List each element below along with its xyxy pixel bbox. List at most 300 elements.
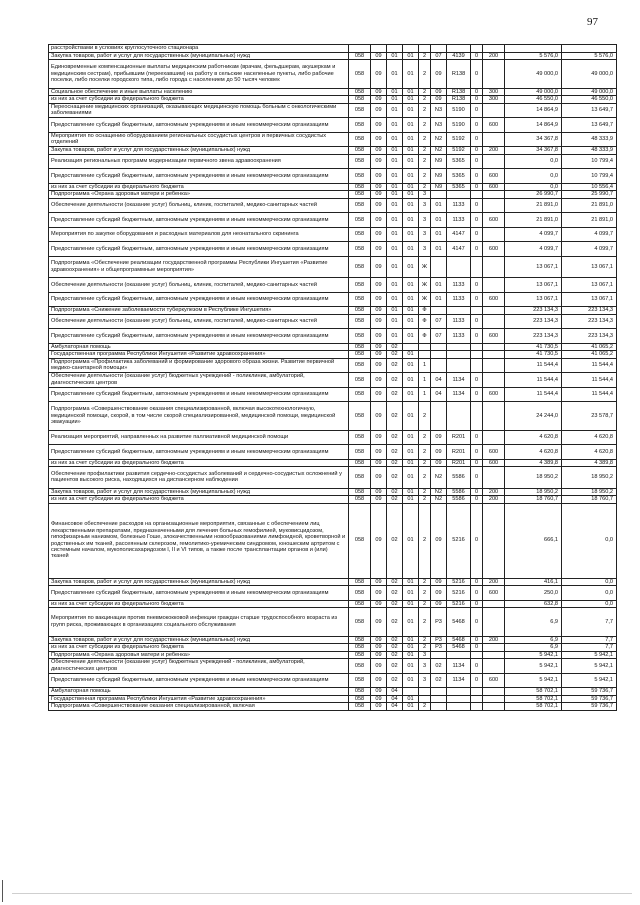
cell-p3: 09 — [431, 459, 447, 467]
cell-name: из них за счет субсидии из федерального бюджета — [49, 644, 349, 652]
cell-sum3: 11 544,4 — [562, 358, 617, 373]
cell-p3: N2 — [431, 496, 447, 504]
cell-p1: 01 — [403, 60, 419, 89]
cell-pr: 02 — [387, 459, 403, 467]
cell-cs: 1134 — [447, 659, 471, 674]
cell-pr: 01 — [387, 147, 403, 155]
cell-sum1 — [483, 343, 505, 351]
cell-vr: 0 — [471, 132, 483, 147]
cell-p1: 01 — [403, 445, 419, 460]
cell-sum1: 600 — [483, 387, 505, 402]
table-row — [49, 256, 617, 278]
cell-pr: 02 — [387, 651, 403, 659]
table-row — [49, 88, 617, 96]
cell-sum3: 13 649,7 — [562, 103, 617, 118]
cell-sum2: 13 067,1 — [505, 256, 562, 278]
cell-p3: 01 — [431, 213, 447, 228]
cell-sum1: 600 — [483, 118, 505, 133]
cell-sum2: 4 389,8 — [505, 459, 562, 467]
cell-p2 — [419, 45, 431, 53]
cell-vr: 0 — [471, 644, 483, 652]
cell-p2: 2 — [419, 578, 431, 586]
cell-sum1 — [483, 402, 505, 431]
cell-rz: 09 — [371, 586, 387, 601]
cell-rz: 09 — [371, 651, 387, 659]
cell-sum2: 223 134,3 — [505, 329, 562, 344]
cell-rz: 09 — [371, 688, 387, 696]
cell-p3: N2 — [431, 132, 447, 147]
table-row — [49, 329, 617, 344]
cell-sum1: 600 — [483, 292, 505, 307]
cell-name: расстройствами в условиях круглосуточного стационара — [49, 45, 349, 53]
cell-sum2: 26 990,7 — [505, 191, 562, 199]
cell-p2 — [419, 351, 431, 359]
cell-p3: 07 — [431, 52, 447, 60]
cell-pr: 02 — [387, 488, 403, 496]
cell-vr — [471, 358, 483, 373]
cell-rz: 09 — [371, 242, 387, 257]
cell-sum3: 223 134,3 — [562, 329, 617, 344]
cell-p3: P3 — [431, 636, 447, 644]
cell-sum1 — [483, 103, 505, 118]
cell-sum2: 18 760,7 — [505, 496, 562, 504]
cell-sum1: 200 — [483, 488, 505, 496]
cell-vr: 0 — [471, 636, 483, 644]
cell-name: Подпрограмма «Совершенствование оказания специализированной, включая высокотехнологичную, медицинской помощи, скорой, в том числе скорой специализированной, медицинской помощи, медицинской эвакуации» — [49, 402, 349, 431]
table-row — [49, 636, 617, 644]
cell-rz: 09 — [371, 147, 387, 155]
cell-ved: 058 — [349, 307, 371, 315]
cell-sum3: 7,7 — [562, 608, 617, 637]
cell-p2: Ф — [419, 329, 431, 344]
cell-sum3: 4 099,7 — [562, 242, 617, 257]
cell-name: Государственная программа Республики Ингушетия «Развитие здравоохранения» — [49, 695, 349, 703]
cell-sum3: 10 556,4 — [562, 183, 617, 191]
cell-rz: 09 — [371, 227, 387, 242]
cell-pr: 01 — [387, 118, 403, 133]
cell-cs: 5190 — [447, 103, 471, 118]
cell-cs: 5216 — [447, 578, 471, 586]
cell-p2: Ж — [419, 256, 431, 278]
cell-p2: 2 — [419, 52, 431, 60]
cell-sum2: 41 730,5 — [505, 351, 562, 359]
cell-p3: N3 — [431, 118, 447, 133]
cell-p1: 01 — [403, 191, 419, 199]
cell-vr: 0 — [471, 314, 483, 329]
cell-pr: 02 — [387, 358, 403, 373]
cell-sum3: 11 544,4 — [562, 373, 617, 388]
cell-sum1 — [483, 608, 505, 637]
cell-sum1: 200 — [483, 52, 505, 60]
cell-pr: 01 — [387, 242, 403, 257]
cell-sum3: 5 576,0 — [562, 52, 617, 60]
table-row — [49, 213, 617, 228]
cell-sum3: 21 891,0 — [562, 213, 617, 228]
cell-sum3: 18 950,2 — [562, 488, 617, 496]
cell-sum3: 21 891,0 — [562, 198, 617, 213]
cell-vr: 0 — [471, 213, 483, 228]
scan-margin-mark — [2, 880, 3, 902]
cell-vr: 0 — [471, 96, 483, 104]
cell-ved: 058 — [349, 96, 371, 104]
cell-p2: 2 — [419, 103, 431, 118]
cell-sum3: 13 067,1 — [562, 278, 617, 293]
cell-rz: 09 — [371, 600, 387, 608]
cell-p1 — [403, 688, 419, 696]
cell-p1: 01 — [403, 644, 419, 652]
cell-name: Реализация мероприятий, направленных на развитие паллиативной медицинской помощи — [49, 430, 349, 445]
cell-sum1 — [483, 644, 505, 652]
cell-rz: 09 — [371, 703, 387, 711]
cell-name: Обеспечение деятельности (оказание услуг) бюджетных учреждений - поликлиник, амбулаторий, диагностических центров — [49, 373, 349, 388]
cell-p3 — [431, 45, 447, 53]
cell-cs: 5192 — [447, 147, 471, 155]
cell-pr: 04 — [387, 688, 403, 696]
table-row — [49, 402, 617, 431]
cell-p3: 02 — [431, 673, 447, 688]
cell-cs: 5192 — [447, 132, 471, 147]
cell-ved: 058 — [349, 695, 371, 703]
cell-pr — [387, 45, 403, 53]
cell-p3: 09 — [431, 600, 447, 608]
cell-pr: 01 — [387, 60, 403, 89]
cell-sum2: 632,8 — [505, 600, 562, 608]
cell-ved: 058 — [349, 329, 371, 344]
cell-sum1 — [483, 358, 505, 373]
cell-vr: 0 — [471, 445, 483, 460]
cell-sum1 — [483, 688, 505, 696]
cell-p3: 01 — [431, 242, 447, 257]
cell-ved: 058 — [349, 183, 371, 191]
cell-p3: N9 — [431, 183, 447, 191]
cell-vr: 0 — [471, 88, 483, 96]
cell-pr: 02 — [387, 430, 403, 445]
cell-cs: 5468 — [447, 636, 471, 644]
cell-sum2: 223 134,3 — [505, 307, 562, 315]
cell-rz: 09 — [371, 292, 387, 307]
cell-sum3: 4 389,8 — [562, 459, 617, 467]
cell-sum3: 13 067,1 — [562, 256, 617, 278]
cell-rz: 09 — [371, 198, 387, 213]
cell-sum3: 18 950,2 — [562, 467, 617, 489]
cell-name: Мероприятия по вакцинации против пневмококковой инфекции граждан старше трудоспособного возраста из групп риска, проживающих в организациях социального обслуживания — [49, 608, 349, 637]
cell-sum2: 4 620,8 — [505, 430, 562, 445]
cell-sum3: 48 333,9 — [562, 147, 617, 155]
cell-p2: 2 — [419, 488, 431, 496]
cell-pr: 02 — [387, 636, 403, 644]
cell-vr: 0 — [471, 169, 483, 184]
cell-ved: 058 — [349, 703, 371, 711]
cell-vr: 0 — [471, 578, 483, 586]
cell-vr: 0 — [471, 659, 483, 674]
cell-sum1 — [483, 430, 505, 445]
cell-cs — [447, 307, 471, 315]
cell-p3: N9 — [431, 169, 447, 184]
cell-cs: 5216 — [447, 503, 471, 578]
cell-ved: 058 — [349, 242, 371, 257]
cell-vr: 0 — [471, 147, 483, 155]
cell-p1: 01 — [403, 578, 419, 586]
cell-ved: 058 — [349, 467, 371, 489]
cell-sum3: 48 333,9 — [562, 132, 617, 147]
cell-rz: 09 — [371, 307, 387, 315]
cell-pr: 02 — [387, 578, 403, 586]
table-row — [49, 132, 617, 147]
cell-name: Обеспечение деятельности (оказание услуг) больниц, клиник, госпиталей, медико-санитарных частей — [49, 278, 349, 293]
cell-rz: 09 — [371, 118, 387, 133]
cell-vr: 0 — [471, 673, 483, 688]
cell-p2: 3 — [419, 651, 431, 659]
cell-pr: 02 — [387, 496, 403, 504]
table-row — [49, 358, 617, 373]
cell-p3 — [431, 688, 447, 696]
cell-pr: 01 — [387, 103, 403, 118]
cell-p1: 01 — [403, 292, 419, 307]
cell-rz: 09 — [371, 578, 387, 586]
cell-pr: 01 — [387, 183, 403, 191]
cell-rz: 09 — [371, 467, 387, 489]
cell-pr: 01 — [387, 307, 403, 315]
cell-sum1 — [483, 695, 505, 703]
cell-p1: 01 — [403, 329, 419, 344]
cell-ved — [349, 45, 371, 53]
cell-p1: 01 — [403, 586, 419, 601]
cell-p1: 01 — [403, 695, 419, 703]
cell-vr — [471, 695, 483, 703]
cell-sum1 — [483, 351, 505, 359]
cell-p1: 01 — [403, 88, 419, 96]
table-row — [49, 292, 617, 307]
cell-cs — [447, 351, 471, 359]
cell-p2: 3 — [419, 242, 431, 257]
cell-ved: 058 — [349, 459, 371, 467]
cell-sum1 — [483, 45, 505, 53]
cell-p3: N9 — [431, 154, 447, 169]
cell-sum3: 59 736,7 — [562, 688, 617, 696]
cell-ved: 058 — [349, 496, 371, 504]
cell-sum1: 600 — [483, 329, 505, 344]
cell-vr: 0 — [471, 154, 483, 169]
cell-rz: 09 — [371, 445, 387, 460]
cell-sum3: 10 799,4 — [562, 169, 617, 184]
cell-rz: 09 — [371, 169, 387, 184]
cell-sum2: 34 367,8 — [505, 132, 562, 147]
cell-sum3: 59 736,7 — [562, 703, 617, 711]
cell-sum3: 0,0 — [562, 578, 617, 586]
cell-sum2: 18 950,2 — [505, 467, 562, 489]
cell-sum2: 11 544,4 — [505, 387, 562, 402]
cell-pr: 02 — [387, 445, 403, 460]
cell-name: Реализация региональных программ модернизации первичного звена здравоохранения — [49, 154, 349, 169]
cell-sum3: 0,0 — [562, 600, 617, 608]
cell-name: Амбулаторная помощь — [49, 688, 349, 696]
cell-p2: 2 — [419, 496, 431, 504]
table-row — [49, 45, 617, 53]
cell-ved: 058 — [349, 445, 371, 460]
cell-sum2: 49 000,0 — [505, 88, 562, 96]
cell-ved: 058 — [349, 608, 371, 637]
cell-p1: 01 — [403, 358, 419, 373]
cell-p2: 2 — [419, 183, 431, 191]
cell-p2: 2 — [419, 118, 431, 133]
cell-cs — [447, 45, 471, 53]
cell-p1: 01 — [403, 96, 419, 104]
cell-p2: 2 — [419, 60, 431, 89]
cell-rz: 09 — [371, 373, 387, 388]
cell-vr: 0 — [471, 103, 483, 118]
cell-rz: 09 — [371, 103, 387, 118]
cell-ved: 058 — [349, 343, 371, 351]
cell-p1: 01 — [403, 307, 419, 315]
cell-pr: 01 — [387, 132, 403, 147]
cell-cs: R201 — [447, 445, 471, 460]
cell-rz: 09 — [371, 459, 387, 467]
cell-vr — [471, 256, 483, 278]
cell-p3: 09 — [431, 503, 447, 578]
cell-sum2: 18 950,2 — [505, 488, 562, 496]
cell-p1: 01 — [403, 256, 419, 278]
cell-cs: 5365 — [447, 183, 471, 191]
cell-sum1 — [483, 132, 505, 147]
cell-name: Предоставление субсидий бюджетным, автономным учреждениям и иным некоммерческим организациям — [49, 213, 349, 228]
cell-p1: 01 — [403, 52, 419, 60]
cell-name: Предоставление субсидий бюджетным, автономным учреждениям и иным некоммерческим организациям — [49, 118, 349, 133]
table-row — [49, 586, 617, 601]
cell-vr: 0 — [471, 608, 483, 637]
cell-p1: 01 — [403, 651, 419, 659]
table-row — [49, 488, 617, 496]
cell-vr: 0 — [471, 387, 483, 402]
cell-sum1 — [483, 659, 505, 674]
cell-name: Предоставление субсидий бюджетным, автономным учреждениям и иным некоммерческим организациям — [49, 445, 349, 460]
cell-p3 — [431, 651, 447, 659]
cell-rz: 09 — [371, 278, 387, 293]
cell-cs — [447, 402, 471, 431]
cell-p2: 3 — [419, 659, 431, 674]
cell-rz: 09 — [371, 343, 387, 351]
cell-sum1: 200 — [483, 578, 505, 586]
cell-sum1: 600 — [483, 213, 505, 228]
cell-p3 — [431, 703, 447, 711]
cell-sum3: 25 990,7 — [562, 191, 617, 199]
cell-vr — [471, 45, 483, 53]
cell-rz: 09 — [371, 314, 387, 329]
cell-name: Предоставление субсидий бюджетным, автономным учреждениям и иным некоммерческим организациям — [49, 242, 349, 257]
cell-sum2: 13 067,1 — [505, 292, 562, 307]
cell-sum3: 5 942,1 — [562, 659, 617, 674]
cell-cs: 5365 — [447, 154, 471, 169]
cell-sum2: 666,1 — [505, 503, 562, 578]
cell-name: Закупка товаров, работ и услуг для государственных (муниципальных) нужд — [49, 578, 349, 586]
cell-ved: 058 — [349, 52, 371, 60]
cell-sum1 — [483, 278, 505, 293]
cell-cs — [447, 358, 471, 373]
cell-vr: 0 — [471, 52, 483, 60]
cell-cs: R138 — [447, 60, 471, 89]
table-row — [49, 307, 617, 315]
cell-sum2: 21 891,0 — [505, 198, 562, 213]
cell-pr: 02 — [387, 351, 403, 359]
table-row — [49, 373, 617, 388]
table-row — [49, 118, 617, 133]
cell-sum2: 11 544,4 — [505, 373, 562, 388]
cell-pr: 02 — [387, 373, 403, 388]
cell-sum1: 600 — [483, 586, 505, 601]
cell-ved: 058 — [349, 191, 371, 199]
cell-name: Предоставление субсидий бюджетным, автономным учреждениям и иным некоммерческим организациям — [49, 169, 349, 184]
cell-cs: R138 — [447, 88, 471, 96]
cell-p3: 09 — [431, 430, 447, 445]
cell-p2: 3 — [419, 227, 431, 242]
cell-sum2: 0,0 — [505, 183, 562, 191]
cell-name: Мероприятия по закупке оборудования и расходных материалов для неонатального скрининга — [49, 227, 349, 242]
cell-p2 — [419, 343, 431, 351]
cell-ved: 058 — [349, 132, 371, 147]
cell-rz: 09 — [371, 659, 387, 674]
cell-sum1 — [483, 307, 505, 315]
cell-p3: 09 — [431, 578, 447, 586]
cell-name: Переоснащение медицинских организаций, оказывающих медицинскую помощь больным с онкологическими заболеваниями — [49, 103, 349, 118]
cell-p3 — [431, 358, 447, 373]
cell-ved: 058 — [349, 503, 371, 578]
cell-ved: 058 — [349, 387, 371, 402]
cell-cs: R201 — [447, 459, 471, 467]
cell-p2 — [419, 695, 431, 703]
cell-vr: 0 — [471, 198, 483, 213]
cell-cs — [447, 688, 471, 696]
cell-vr: 0 — [471, 467, 483, 489]
cell-sum2: 6,9 — [505, 608, 562, 637]
cell-rz: 09 — [371, 154, 387, 169]
cell-name: Подпрограмма «Обеспечение реализации государственной программы Республики Ингушетия «Развитие здравоохранения» и общепрограммные мероприятия» — [49, 256, 349, 278]
cell-sum2: 0,0 — [505, 169, 562, 184]
table-row — [49, 673, 617, 688]
cell-rz: 09 — [371, 351, 387, 359]
cell-sum1 — [483, 600, 505, 608]
cell-p2: 2 — [419, 600, 431, 608]
cell-p1: 01 — [403, 351, 419, 359]
cell-p2: 2 — [419, 459, 431, 467]
cell-p1: 01 — [403, 467, 419, 489]
cell-pr: 04 — [387, 703, 403, 711]
cell-p3: 04 — [431, 387, 447, 402]
cell-rz: 09 — [371, 191, 387, 199]
cell-cs: 1134 — [447, 373, 471, 388]
cell-p1: 01 — [403, 496, 419, 504]
cell-sum1 — [483, 703, 505, 711]
cell-rz: 09 — [371, 430, 387, 445]
cell-sum1 — [483, 373, 505, 388]
cell-p3: P3 — [431, 608, 447, 637]
cell-pr: 02 — [387, 467, 403, 489]
cell-pr: 01 — [387, 292, 403, 307]
cell-sum2: 58 702,1 — [505, 703, 562, 711]
cell-rz: 09 — [371, 96, 387, 104]
cell-pr: 01 — [387, 191, 403, 199]
cell-sum1: 600 — [483, 445, 505, 460]
cell-pr: 01 — [387, 278, 403, 293]
cell-p1: 01 — [403, 147, 419, 155]
cell-p3: 09 — [431, 96, 447, 104]
cell-cs — [447, 695, 471, 703]
cell-sum2: 6,9 — [505, 644, 562, 652]
cell-pr: 01 — [387, 52, 403, 60]
cell-sum3: 10 799,4 — [562, 154, 617, 169]
cell-p3: 07 — [431, 329, 447, 344]
cell-vr: 0 — [471, 459, 483, 467]
table-row — [49, 103, 617, 118]
cell-sum2: 46 550,0 — [505, 96, 562, 104]
